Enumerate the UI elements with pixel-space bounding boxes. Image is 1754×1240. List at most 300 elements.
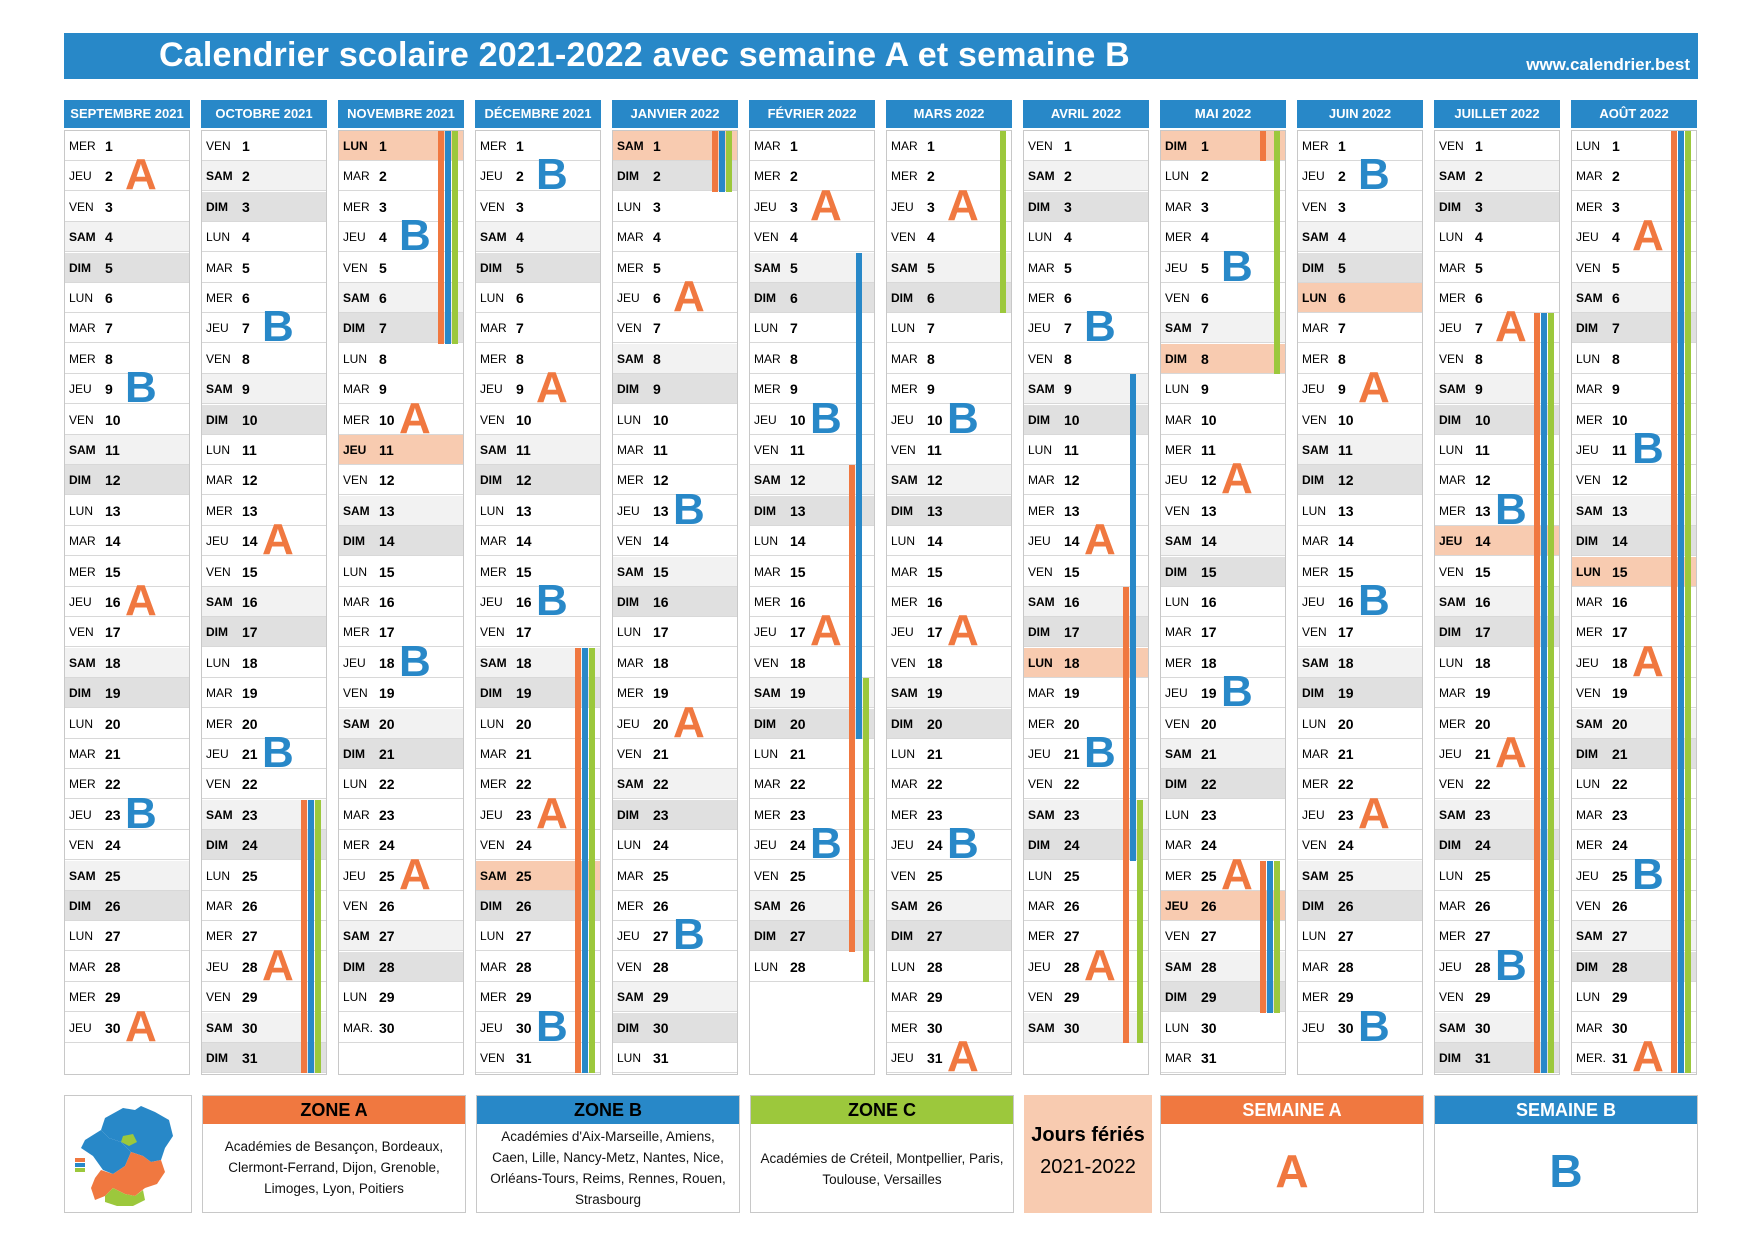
day-number: 2 xyxy=(1064,168,1072,185)
day-row xyxy=(750,739,874,769)
day-name: MAR xyxy=(1439,686,1466,701)
day-number: 23 xyxy=(1475,806,1491,823)
day-row xyxy=(1161,344,1285,374)
day-name: DIM xyxy=(617,169,639,184)
day-name: DIM xyxy=(206,838,228,853)
day-number: 1 xyxy=(516,138,524,154)
day-name: MAR xyxy=(1028,686,1055,701)
day-number: 17 xyxy=(1064,624,1080,641)
day-number: 24 xyxy=(1475,837,1491,854)
day-number: 21 xyxy=(790,746,806,762)
day-number: 31 xyxy=(1201,1050,1217,1066)
day-number: 31 xyxy=(516,1050,532,1066)
day-name: MER xyxy=(891,382,918,397)
day-number: 11 xyxy=(105,442,120,458)
month-column xyxy=(475,100,601,1075)
day-number: 28 xyxy=(242,958,258,975)
day-name: VEN xyxy=(1302,199,1327,214)
day-number: 28 xyxy=(516,958,532,975)
month-body xyxy=(475,130,601,1075)
day-name: MAR xyxy=(754,564,781,579)
day-row xyxy=(887,344,1011,374)
day-number: 30 xyxy=(379,1019,395,1036)
day-name: LUN xyxy=(1439,230,1464,245)
day-name: VEN xyxy=(206,139,231,153)
day-row xyxy=(613,861,737,891)
day-name: DIM xyxy=(1165,351,1187,366)
day-number: 7 xyxy=(242,320,250,337)
day-row xyxy=(1161,557,1285,587)
day-number: 27 xyxy=(1338,928,1354,945)
day-name: JEU xyxy=(1576,443,1599,457)
zone-a-holiday-bar xyxy=(1123,587,1129,1043)
day-name: SAM xyxy=(343,716,370,731)
day-number: 21 xyxy=(1338,746,1354,762)
day-number: 29 xyxy=(1201,989,1217,1006)
day-name: SAM xyxy=(343,929,370,944)
day-number: 21 xyxy=(1201,746,1217,762)
week-b-label: B xyxy=(1632,849,1664,899)
week-b-label: B xyxy=(947,393,979,443)
day-name: JEU xyxy=(1439,747,1462,761)
zone-a-holiday-bar xyxy=(438,131,444,344)
day-number: 28 xyxy=(1475,958,1491,975)
day-name: SAM xyxy=(1302,868,1329,883)
day-name: MER xyxy=(69,777,96,792)
zone-b-holiday-bar xyxy=(1267,861,1273,1013)
day-number: 19 xyxy=(1475,685,1491,702)
day-name: LUN xyxy=(480,716,505,731)
day-name: VEN xyxy=(343,473,368,488)
day-number: 8 xyxy=(790,350,798,367)
day-name: DIM xyxy=(1165,990,1187,1005)
day-number: 6 xyxy=(1201,290,1209,306)
week-a-label: A xyxy=(1221,454,1253,504)
day-number: 18 xyxy=(516,654,532,671)
day-name: MER. xyxy=(1576,1051,1606,1065)
day-row xyxy=(1298,526,1422,556)
day-number: 21 xyxy=(105,746,121,762)
day-number: 12 xyxy=(653,472,669,489)
day-number: 29 xyxy=(242,989,258,1006)
day-row xyxy=(1024,861,1148,891)
day-number: 15 xyxy=(790,563,806,580)
day-number: 24 xyxy=(1612,837,1628,854)
day-number: 22 xyxy=(516,776,532,793)
day-name: MER xyxy=(891,1020,918,1035)
day-row xyxy=(65,678,189,708)
day-row xyxy=(202,374,326,404)
day-row xyxy=(1161,769,1285,799)
day-number: 14 xyxy=(1475,533,1491,550)
day-number: 3 xyxy=(1475,198,1483,215)
day-name: SAM xyxy=(617,351,644,366)
day-name: SAM xyxy=(343,503,370,518)
day-name: SAM xyxy=(1028,169,1055,184)
day-row xyxy=(613,1013,737,1043)
week-a-label: A xyxy=(125,1001,157,1051)
day-row xyxy=(613,800,737,830)
day-number: 19 xyxy=(1612,685,1628,702)
day-name: DIM xyxy=(343,747,365,761)
day-number: 15 xyxy=(1338,563,1354,580)
day-row xyxy=(202,678,326,708)
day-name: JEU xyxy=(1302,595,1325,609)
day-name: MER xyxy=(206,929,233,944)
day-number: 10 xyxy=(1612,411,1628,428)
day-row xyxy=(887,557,1011,587)
day-name: VEN xyxy=(1028,139,1053,153)
day-row xyxy=(613,192,737,222)
day-number: 26 xyxy=(1338,898,1354,914)
day-number: 15 xyxy=(516,563,532,580)
day-name: MAR xyxy=(891,990,918,1005)
day-number: 14 xyxy=(105,533,121,550)
day-number: 22 xyxy=(1064,776,1080,793)
day-number: 2 xyxy=(1475,168,1483,185)
day-number: 14 xyxy=(516,533,532,550)
day-number: 24 xyxy=(927,837,943,854)
day-number: 3 xyxy=(1612,198,1620,215)
week-a-label: A xyxy=(1084,940,1116,990)
day-number: 29 xyxy=(1612,989,1628,1006)
day-number: 10 xyxy=(1201,411,1217,428)
day-name: DIM xyxy=(206,412,228,427)
month-header: JUILLET 2022 xyxy=(1434,100,1560,128)
day-number: 1 xyxy=(653,138,661,154)
day-name: SAM xyxy=(891,473,918,488)
day-row xyxy=(750,769,874,799)
day-name: MAR xyxy=(69,959,96,974)
day-name: MAR xyxy=(617,230,644,245)
day-row xyxy=(339,496,463,526)
day-number: 9 xyxy=(379,381,387,398)
day-row xyxy=(613,982,737,1012)
week-b-label: B xyxy=(1221,667,1253,717)
week-b-label: B xyxy=(1632,424,1664,473)
month-column xyxy=(338,100,464,1075)
day-number: 23 xyxy=(1064,806,1080,823)
day-name: MER xyxy=(891,595,918,609)
zone-a-holiday-bar xyxy=(712,131,718,192)
day-number: 15 xyxy=(1475,563,1491,580)
day-row xyxy=(887,769,1011,799)
day-name: SAM xyxy=(617,777,644,792)
day-name: LUN xyxy=(754,321,779,336)
day-number: 16 xyxy=(105,594,121,610)
day-name: JEU xyxy=(617,929,640,944)
day-name: JEU xyxy=(891,1051,914,1065)
day-name: VEN xyxy=(891,443,916,457)
day-name: SAM xyxy=(343,291,370,305)
semaine-b-title: SEMAINE B xyxy=(1435,1096,1697,1124)
day-number: 24 xyxy=(653,837,669,854)
day-number: 16 xyxy=(653,594,669,610)
day-row xyxy=(339,739,463,769)
day-number: 24 xyxy=(242,837,258,854)
day-name: DIM xyxy=(617,595,639,609)
day-row xyxy=(476,253,600,283)
day-name: LUN xyxy=(1165,595,1190,609)
day-name: MAR xyxy=(1576,807,1603,822)
day-row xyxy=(1298,313,1422,343)
zone-c-holiday-bar xyxy=(452,131,458,344)
day-name: LUN xyxy=(617,838,642,853)
week-b-label: B xyxy=(125,363,157,413)
day-number: 29 xyxy=(653,989,669,1006)
day-name: LUN xyxy=(1302,291,1327,305)
zone-a-text: Académies de Besançon, Bordeaux, Clermont-Ferrand, Dijon, Grenoble, Limoges, Lyon, Poitiers xyxy=(224,1139,444,1196)
day-name: JEU xyxy=(891,199,914,214)
month-body xyxy=(1571,130,1697,1081)
day-number: 18 xyxy=(1064,654,1080,671)
feries-legend xyxy=(1024,1095,1152,1213)
week-a-label: A xyxy=(1358,788,1390,838)
day-row xyxy=(750,952,874,982)
day-name: JEU xyxy=(891,625,914,640)
day-name: DIM xyxy=(1302,899,1324,913)
day-row xyxy=(1435,131,1559,161)
day-number: 26 xyxy=(105,898,121,914)
day-number: 23 xyxy=(927,806,943,823)
day-row xyxy=(613,435,737,465)
day-name: LUN xyxy=(343,139,368,153)
zone-b-title: ZONE B xyxy=(477,1096,739,1124)
day-number: 10 xyxy=(1475,411,1491,428)
day-number: 10 xyxy=(105,411,121,428)
day-name: MER xyxy=(1302,990,1329,1005)
day-row xyxy=(750,921,874,951)
day-number: 24 xyxy=(516,837,532,854)
day-name: VEN xyxy=(891,230,916,245)
day-name: JEU xyxy=(480,807,503,822)
day-name: LUN xyxy=(69,929,94,944)
day-name: MAR xyxy=(1302,747,1329,761)
day-number: 5 xyxy=(516,259,524,276)
feries-line2: 2021-2022 xyxy=(1040,1156,1136,1178)
day-row xyxy=(339,587,463,617)
day-name: MER xyxy=(1302,564,1329,579)
day-name: LUN xyxy=(1302,716,1327,731)
day-number: 1 xyxy=(1612,138,1620,154)
day-name: MAR xyxy=(480,534,507,549)
zone-b-holiday-bar xyxy=(582,648,588,1074)
day-number: 29 xyxy=(1338,989,1354,1006)
day-name: MER xyxy=(1439,929,1466,944)
day-name: MER xyxy=(1439,291,1466,305)
day-number: 12 xyxy=(1338,472,1354,489)
day-row xyxy=(202,587,326,617)
day-number: 4 xyxy=(242,229,250,246)
month-body xyxy=(612,130,738,1075)
day-name: LUN xyxy=(891,747,916,761)
day-row xyxy=(887,253,1011,283)
day-row xyxy=(1298,921,1422,951)
day-row xyxy=(1298,678,1422,708)
day-name: MER xyxy=(1576,412,1603,427)
day-name: JEU xyxy=(480,1020,503,1035)
day-name: MER xyxy=(1576,838,1603,853)
day-name: JEU xyxy=(891,838,914,853)
day-row xyxy=(65,465,189,495)
zone-c-holiday-bar xyxy=(726,131,732,192)
month-body xyxy=(1160,130,1286,1075)
day-name: VEN xyxy=(69,412,94,427)
zone-c-title: ZONE C xyxy=(751,1096,1013,1124)
day-number: 6 xyxy=(242,290,250,306)
day-name: MER xyxy=(617,473,644,488)
day-name: MAR xyxy=(1576,169,1603,184)
day-name: MER xyxy=(754,169,781,184)
month-header: MAI 2022 xyxy=(1160,100,1286,128)
day-number: 20 xyxy=(242,715,258,732)
day-name: SAM xyxy=(1028,382,1055,397)
day-name: VEN xyxy=(480,838,505,853)
week-a-label: A xyxy=(1358,363,1390,413)
week-b-label: B xyxy=(536,150,568,200)
day-name: VEN xyxy=(754,230,779,245)
day-name: JEU xyxy=(754,199,777,214)
day-name: DIM xyxy=(206,199,228,214)
day-name: LUN xyxy=(69,716,94,731)
week-a-label: A xyxy=(1495,302,1527,352)
day-name: DIM xyxy=(69,899,91,913)
day-name: JEU xyxy=(343,655,366,670)
day-name: SAM xyxy=(480,230,507,245)
day-number: 19 xyxy=(1064,685,1080,702)
day-row xyxy=(887,982,1011,1012)
day-number: 8 xyxy=(1201,350,1209,367)
day-name: SAM xyxy=(480,443,507,457)
day-name: MER xyxy=(1028,929,1055,944)
day-name: MAR xyxy=(891,564,918,579)
day-name: JEU xyxy=(343,868,366,883)
day-number: 9 xyxy=(1201,381,1209,398)
day-row xyxy=(339,952,463,982)
month-header: DÉCEMBRE 2021 xyxy=(475,100,601,128)
day-name: JEU xyxy=(754,838,777,853)
day-name: VEN xyxy=(1028,351,1053,366)
day-number: 13 xyxy=(1064,502,1080,519)
day-row xyxy=(887,739,1011,769)
day-number: 7 xyxy=(1338,320,1346,337)
day-number: 30 xyxy=(516,1019,532,1036)
day-name: SAM xyxy=(206,595,233,609)
day-number: 16 xyxy=(1338,594,1354,610)
day-row xyxy=(1024,161,1148,191)
day-number: 18 xyxy=(1475,654,1491,671)
day-name: SAM xyxy=(754,899,781,913)
day-name: MAR xyxy=(1028,899,1055,913)
day-number: 13 xyxy=(242,502,258,519)
day-number: 23 xyxy=(1201,806,1217,823)
day-number: 6 xyxy=(1338,290,1346,306)
week-a-label: A xyxy=(947,180,979,230)
day-number: 31 xyxy=(242,1050,258,1066)
day-name: MAR xyxy=(1576,382,1603,397)
day-number: 6 xyxy=(1064,290,1072,306)
day-name: MER xyxy=(343,838,370,853)
day-name: DIM xyxy=(1028,838,1050,853)
day-name: MAR xyxy=(891,351,918,366)
day-number: 29 xyxy=(516,989,532,1006)
month-column xyxy=(64,100,190,1075)
day-name: SAM xyxy=(1439,595,1466,609)
semaine-a-title: SEMAINE A xyxy=(1161,1096,1423,1124)
day-name: MAR xyxy=(1302,321,1329,336)
day-number: 23 xyxy=(242,806,258,823)
day-number: 13 xyxy=(379,502,395,519)
day-name: LUN xyxy=(343,990,368,1005)
day-number: 24 xyxy=(790,837,806,854)
month-column xyxy=(1297,100,1423,1075)
day-number: 21 xyxy=(1064,746,1080,762)
day-number: 22 xyxy=(379,776,395,793)
day-number: 18 xyxy=(105,654,121,671)
day-number: 11 xyxy=(1338,442,1353,458)
day-name: LUN xyxy=(1028,443,1053,457)
day-name: MAR xyxy=(1302,534,1329,549)
day-row xyxy=(1298,861,1422,891)
month-column xyxy=(749,100,875,1075)
day-name: VEN xyxy=(69,625,94,640)
day-row xyxy=(1024,1013,1148,1043)
zone-c-text: Académies de Créteil, Montpellier, Paris, Toulouse, Versailles xyxy=(760,1151,1004,1187)
day-name: JEU xyxy=(206,321,229,336)
day-number: 7 xyxy=(790,320,798,337)
day-row xyxy=(613,557,737,587)
day-row xyxy=(65,891,189,921)
day-number: 29 xyxy=(105,989,121,1006)
month-header: FÉVRIER 2022 xyxy=(749,100,875,128)
day-name: MER xyxy=(1302,777,1329,792)
day-name: LUN xyxy=(754,534,779,549)
day-row xyxy=(1161,1013,1285,1043)
day-number: 20 xyxy=(1338,715,1354,732)
zone-c-holiday-bar xyxy=(315,800,321,1074)
day-row xyxy=(613,1043,737,1073)
day-name: MER xyxy=(69,139,96,153)
day-number: 11 xyxy=(1612,442,1627,458)
day-number: 11 xyxy=(790,442,805,458)
day-name: MAR xyxy=(617,443,644,457)
day-name: MAR xyxy=(1439,260,1466,275)
zone-b-text: Académies d'Aix-Marseille, Amiens, Caen, Lille, Nancy-Metz, Nantes, Nice, Orléans-Tours, Reims, Rennes, Rouen, Strasbourg xyxy=(490,1129,726,1207)
day-row xyxy=(1161,192,1285,222)
day-name: DIM xyxy=(617,1020,639,1035)
day-name: VEN xyxy=(343,260,368,275)
day-name: MER xyxy=(480,990,507,1005)
zone-b-holiday-bar xyxy=(719,131,725,192)
day-number: 11 xyxy=(379,442,394,458)
day-number: 9 xyxy=(105,381,113,398)
day-number: 12 xyxy=(242,472,258,489)
day-name: MER xyxy=(343,412,370,427)
day-number: 28 xyxy=(1064,958,1080,975)
day-name: MER xyxy=(1576,625,1603,640)
day-number: 17 xyxy=(242,624,258,641)
day-name: JEU xyxy=(480,169,503,184)
day-number: 27 xyxy=(1064,928,1080,945)
day-number: 3 xyxy=(242,198,250,215)
day-number: 2 xyxy=(1338,168,1346,185)
day-number: 5 xyxy=(927,259,935,276)
day-number: 5 xyxy=(1201,259,1209,276)
day-number: 14 xyxy=(1201,533,1217,550)
day-name: DIM xyxy=(206,1051,228,1065)
day-name: JEU xyxy=(617,716,640,731)
week-b-label: B xyxy=(262,302,294,352)
